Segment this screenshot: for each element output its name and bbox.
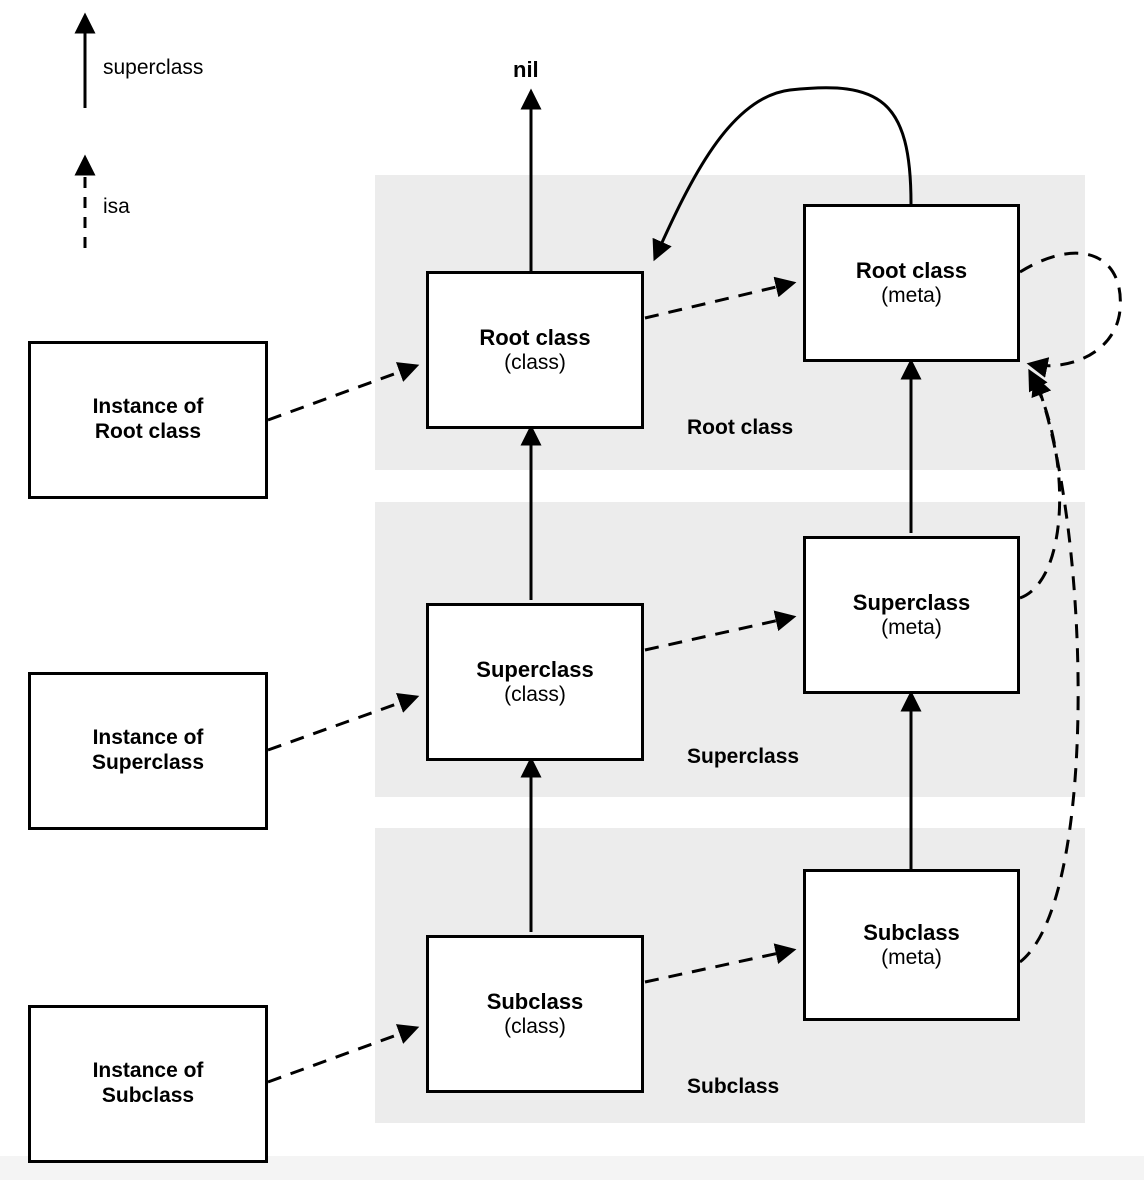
node-instance-of-superclass[interactable] [28, 672, 268, 830]
nil-label: nil [513, 57, 539, 82]
node-root-class-meta[interactable] [803, 204, 1020, 362]
band-label-subclass: Subclass [687, 1075, 780, 1098]
node-root-class-meta-sub: (meta) [881, 283, 942, 307]
node-instance-of-root-class-line1: Instance of [92, 395, 204, 419]
node-instance-of-subclass-line1: Instance of [92, 1059, 204, 1083]
legend-label-superclass: superclass [103, 56, 204, 79]
node-superclass-title: Superclass [476, 656, 594, 682]
band-label-superclass: Superclass [687, 745, 800, 768]
node-superclass[interactable] [426, 603, 644, 761]
node-instance-of-root-class-line2: Root class [94, 420, 202, 443]
node-root-class[interactable] [426, 271, 644, 429]
node-root-class-meta-title: Root class [855, 257, 968, 283]
node-instance-of-subclass-line2: Subclass [101, 1084, 195, 1107]
node-instance-of-superclass-line2: Superclass [91, 751, 205, 774]
node-superclass-sub: (class) [504, 682, 566, 706]
legend-label-isa: isa [103, 195, 130, 218]
node-instance-of-superclass-line1: Instance of [92, 726, 204, 750]
node-instance-of-subclass[interactable] [28, 1005, 268, 1163]
node-subclass-sub: (class) [504, 1014, 566, 1038]
node-superclass-meta[interactable] [803, 536, 1020, 694]
node-subclass[interactable] [426, 935, 644, 1093]
node-root-class-sub: (class) [504, 350, 566, 374]
node-subclass-title: Subclass [486, 988, 584, 1014]
node-subclass-meta[interactable] [803, 869, 1020, 1021]
node-subclass-meta-sub: (meta) [881, 945, 942, 969]
node-subclass-meta-title: Subclass [863, 919, 960, 945]
node-superclass-meta-title: Superclass [852, 589, 971, 615]
node-instance-of-root-class[interactable] [28, 341, 268, 499]
node-root-class-title: Root class [479, 324, 591, 350]
node-superclass-meta-sub: (meta) [881, 615, 942, 639]
band-label-root-class: Root class [687, 416, 794, 439]
